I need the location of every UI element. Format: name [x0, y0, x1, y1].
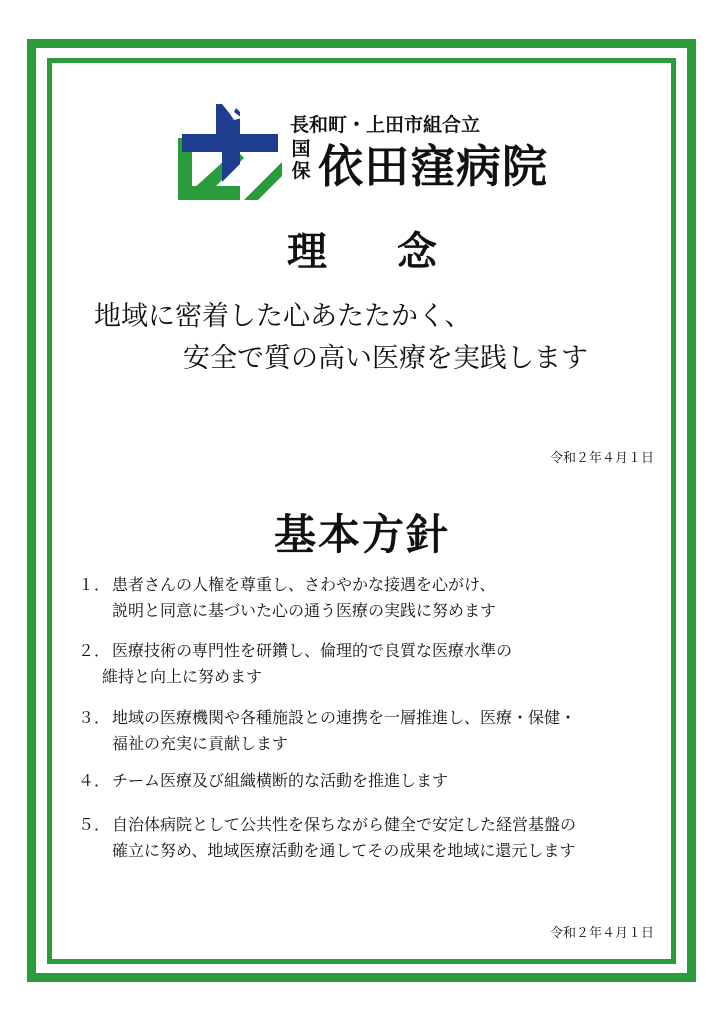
policy-item-number: １．	[78, 575, 111, 594]
policy-item-text: 確立に努め、地域医療活動を通してその成果を地域に還元します	[112, 841, 576, 860]
policy-item-text: 自治体病院として公共性を保ちながら健全で安定した経営基盤の	[112, 815, 577, 834]
policy-item-text: 説明と同意に基づいた心の通う医療の実践に努めます	[112, 601, 497, 620]
hospital-name: 依田窪病院	[318, 140, 549, 193]
kokuho-label: 国保	[291, 138, 311, 182]
policy-date: 令和２年４月１日	[549, 926, 654, 941]
hospital-cross-logo-icon	[178, 100, 282, 204]
policy-title: 基本方針	[273, 510, 450, 559]
philosophy-line-1: 地域に密着した心あたたかく、	[94, 301, 472, 332]
policy-item-text: 維持と向上に努めます	[102, 667, 263, 686]
organization-name: 長和町・上田市組合立	[290, 114, 481, 136]
policy-item-number: ３．	[78, 708, 111, 727]
policy-item-text: 医療技術の専門性を研鑽し、倫理的で良質な医療水準の	[112, 641, 513, 660]
policy-item-text: 福祉の充実に貢献します	[112, 734, 289, 753]
policy-item-number: ４．	[78, 771, 111, 790]
policy-item-number: ２．	[78, 641, 111, 660]
policy-item-number: ５．	[78, 815, 111, 834]
policy-item-text: チーム医療及び組織横断的な活動を推進します	[112, 771, 449, 790]
philosophy-line-2: 安全で質の高い医療を実践します	[183, 343, 588, 374]
policy-item-text: 患者さんの人権を尊重し、さわやかな接遇を心がけ、	[112, 575, 496, 594]
philosophy-title: 理念	[287, 229, 507, 275]
policy-item-text: 地域の医療機関や各種施設との連携を一層推進し、医療・保健・	[112, 708, 577, 727]
philosophy-date: 令和２年４月１日	[549, 451, 654, 466]
